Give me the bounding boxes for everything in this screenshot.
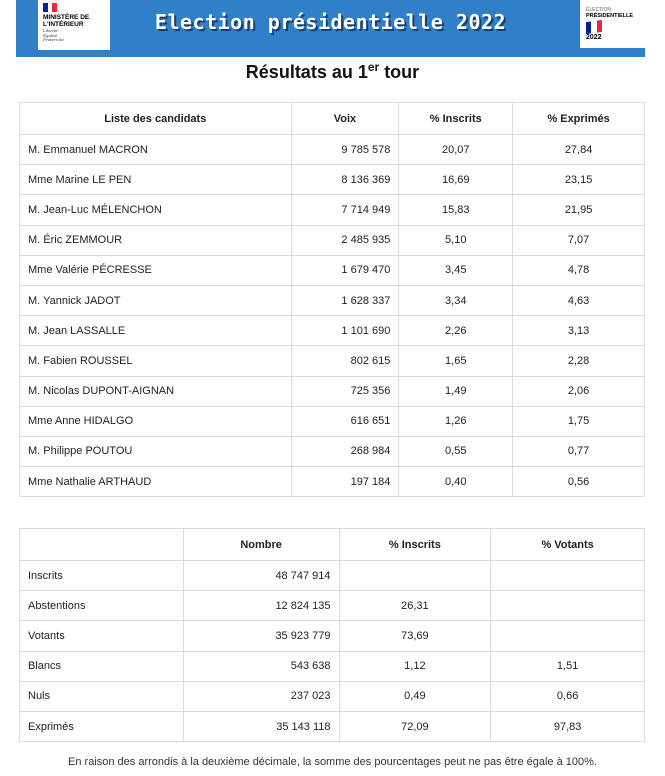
candidate-row bbox=[20, 225, 645, 255]
table-cell bbox=[491, 621, 645, 651]
table-cell: 73,69 bbox=[339, 621, 491, 651]
summary-row bbox=[20, 591, 645, 621]
ministry-name: MINISTÈRE DE L'INTÉRIEUR bbox=[43, 14, 90, 28]
table-cell: 35 923 779 bbox=[183, 621, 339, 651]
page-title: Election présidentielle 2022 bbox=[154, 10, 507, 34]
flag-icon bbox=[586, 20, 602, 34]
candidate-row bbox=[20, 316, 645, 346]
table-cell: 1 628 337 bbox=[291, 285, 399, 315]
table-cell: 1,12 bbox=[339, 651, 491, 681]
table-cell: 2,26 bbox=[399, 316, 513, 346]
flag-red bbox=[52, 3, 57, 12]
column-header: Nombre bbox=[183, 529, 339, 561]
table-cell: 12 824 135 bbox=[183, 591, 339, 621]
table-cell: 20,07 bbox=[399, 135, 513, 165]
candidate-row bbox=[20, 436, 645, 466]
table-cell: 197 184 bbox=[291, 467, 399, 497]
table-cell: 35 143 118 bbox=[183, 711, 339, 741]
table-cell: 0,77 bbox=[513, 436, 645, 466]
flag-icon bbox=[43, 3, 57, 12]
table-cell: Votants bbox=[20, 621, 184, 651]
table-cell: 2,06 bbox=[513, 376, 645, 406]
table-cell: M. Jean-Luc MÉLENCHON bbox=[20, 195, 292, 225]
table-cell: Blancs bbox=[20, 651, 184, 681]
table-cell: Mme Valérie PÉCRESSE bbox=[20, 255, 292, 285]
table-cell: 1,26 bbox=[399, 406, 513, 436]
table-cell: 0,40 bbox=[399, 467, 513, 497]
footnote: En raison des arrondis à la deuxième décimale, la somme des pourcentages peut ne pas être égale à 100%. bbox=[68, 756, 597, 768]
election-badge: ÉLECTION PRÉSIDENTIELLE 2022 bbox=[580, 0, 650, 48]
candidate-row bbox=[20, 346, 645, 376]
table-cell: 0,56 bbox=[513, 467, 645, 497]
table-cell: 3,13 bbox=[513, 316, 645, 346]
table-cell: 0,49 bbox=[339, 681, 491, 711]
table-cell: 7,07 bbox=[513, 225, 645, 255]
table-cell: 1,49 bbox=[399, 376, 513, 406]
table-cell: Inscrits bbox=[20, 561, 184, 591]
table-cell: 1 101 690 bbox=[291, 316, 399, 346]
table-cell: 16,69 bbox=[399, 165, 513, 195]
summary-row bbox=[20, 561, 645, 591]
table-cell: 616 651 bbox=[291, 406, 399, 436]
column-header bbox=[20, 529, 184, 561]
table-cell bbox=[339, 561, 491, 591]
summary-row bbox=[20, 681, 645, 711]
table-cell: 543 638 bbox=[183, 651, 339, 681]
candidate-row bbox=[20, 467, 645, 497]
table-cell: 0,55 bbox=[399, 436, 513, 466]
table-cell: 26,31 bbox=[339, 591, 491, 621]
table-cell: 1,75 bbox=[513, 406, 645, 436]
column-header: Voix bbox=[291, 103, 399, 135]
table-cell: 48 747 914 bbox=[183, 561, 339, 591]
motto: Liberté Égalité Fraternité bbox=[43, 28, 64, 42]
table-cell: M. Emmanuel MACRON bbox=[20, 135, 292, 165]
table-cell: 4,63 bbox=[513, 285, 645, 315]
summary-row bbox=[20, 711, 645, 741]
table-cell: 5,10 bbox=[399, 225, 513, 255]
table-cell bbox=[491, 591, 645, 621]
table-cell: Abstentions bbox=[20, 591, 184, 621]
table-cell: 7 714 949 bbox=[291, 195, 399, 225]
table-cell: 2 485 935 bbox=[291, 225, 399, 255]
candidate-row bbox=[20, 255, 645, 285]
table-cell: 3,45 bbox=[399, 255, 513, 285]
table-cell: 8 136 369 bbox=[291, 165, 399, 195]
summary-table bbox=[19, 528, 645, 742]
candidate-row bbox=[20, 135, 645, 165]
column-header: % Inscrits bbox=[339, 529, 491, 561]
table-cell: 4,78 bbox=[513, 255, 645, 285]
table-cell: Nuls bbox=[20, 681, 184, 711]
table-cell: 1,51 bbox=[491, 651, 645, 681]
table-cell: 1 679 470 bbox=[291, 255, 399, 285]
table-cell: Exprimés bbox=[20, 711, 184, 741]
column-header: % Inscrits bbox=[399, 103, 513, 135]
table-cell: 21,95 bbox=[513, 195, 645, 225]
candidate-row bbox=[20, 195, 645, 225]
table-cell: 23,15 bbox=[513, 165, 645, 195]
table-cell: 15,83 bbox=[399, 195, 513, 225]
table-cell: 97,83 bbox=[491, 711, 645, 741]
candidate-row bbox=[20, 165, 645, 195]
table-cell: 9 785 578 bbox=[291, 135, 399, 165]
table-cell: Mme Anne HIDALGO bbox=[20, 406, 292, 436]
table-cell: 2,28 bbox=[513, 346, 645, 376]
table-cell: M. Fabien ROUSSEL bbox=[20, 346, 292, 376]
table-cell: M. Éric ZEMMOUR bbox=[20, 225, 292, 255]
candidate-row bbox=[20, 285, 645, 315]
header-banner bbox=[16, 0, 645, 57]
table-cell: 237 023 bbox=[183, 681, 339, 711]
table-cell: M. Nicolas DUPONT-AIGNAN bbox=[20, 376, 292, 406]
candidates-table bbox=[19, 102, 645, 497]
summary-row bbox=[20, 621, 645, 651]
table-cell: M. Philippe POUTOU bbox=[20, 436, 292, 466]
candidate-row bbox=[20, 406, 645, 436]
column-header: Liste des candidats bbox=[20, 103, 292, 135]
table-cell: 27,84 bbox=[513, 135, 645, 165]
table-cell: 72,09 bbox=[339, 711, 491, 741]
table-cell: 1,65 bbox=[399, 346, 513, 376]
table-cell: M. Jean LASSALLE bbox=[20, 316, 292, 346]
table-cell: 3,34 bbox=[399, 285, 513, 315]
table-cell: 268 984 bbox=[291, 436, 399, 466]
table-cell: 725 356 bbox=[291, 376, 399, 406]
column-header: % Votants bbox=[491, 529, 645, 561]
candidate-row bbox=[20, 376, 645, 406]
table-cell: 0,66 bbox=[491, 681, 645, 711]
table-cell: Mme Nathalie ARTHAUD bbox=[20, 467, 292, 497]
results-heading: Résultats au 1er tour bbox=[245, 60, 420, 82]
table-cell: Mme Marine LE PEN bbox=[20, 165, 292, 195]
column-header: % Exprimés bbox=[513, 103, 645, 135]
summary-row bbox=[20, 651, 645, 681]
table-cell: 802 615 bbox=[291, 346, 399, 376]
table-cell bbox=[491, 561, 645, 591]
table-cell: M. Yannick JADOT bbox=[20, 285, 292, 315]
ministry-logo bbox=[38, 0, 110, 50]
